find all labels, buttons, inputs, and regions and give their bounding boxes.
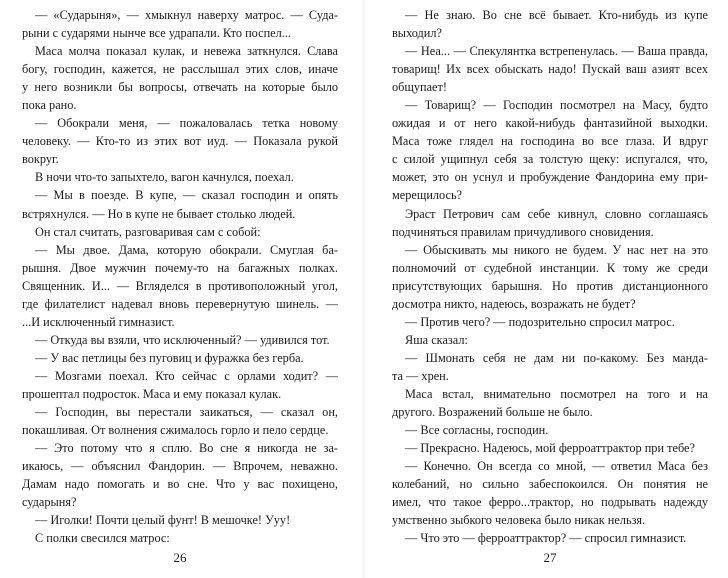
text-line: — Обыскивать мы никого не будем. У нас нет на это <box>405 242 708 257</box>
text-line: выходил? <box>392 26 442 41</box>
text-line: у него возникли бы вопросы, отвечать на которые было <box>22 80 338 95</box>
text-line: с силой ущипнул себя за толстую щеку: испугался, что, <box>392 152 708 167</box>
text-line: — Обокрали меня, — пожаловалась тетка новому <box>35 116 338 131</box>
text-line: С полки свесился матрос: <box>35 531 170 546</box>
text-line: — Что это — ферроаттрактор? — спросил гимназист. <box>405 531 687 546</box>
text-line: — «Сударыня», — хмыкнул наверху матрос. — Суда- <box>35 8 338 22</box>
text-line: — Конечно. Он всегда со мной, — ответил Маса без <box>405 459 708 474</box>
text-line: рыни с сударями нынче все удрапали. Кто поспел... <box>22 26 291 41</box>
text-line: — Шмонать себя не дам ни по-какому. Без манда- <box>405 350 708 365</box>
text-line: прошептал подросток. Маса и ему показал кулак. <box>22 386 282 401</box>
text-line: — Мы в поезде. В купе, — сказал господин и опять <box>35 188 338 203</box>
text-line: богу, господин, кажется, не расслышал этих слов, иначе <box>22 62 338 77</box>
text-line: мерещилось? <box>392 188 463 203</box>
text-line: досмотра никто, надеюсь, возражать не будет? <box>392 296 636 311</box>
text-line: Дамам надо помогать и во сне. Что у вас похищено, <box>22 477 338 492</box>
right-page <box>392 6 708 546</box>
text-line: — Неа... — Спекулянтка встрепенулась. — Ваша правда, <box>405 44 708 59</box>
text-line: общупает! <box>392 80 447 95</box>
text-line: икаюсь, — объяснил Фандорин. — Впрочем, неважно. <box>22 459 338 474</box>
text-line: — Прекрасно. Надеюсь, мой ферроаттрактор при тебе? <box>405 441 695 456</box>
text-line: — У вас петлицы без пуговиц и фуражка без герба. <box>35 350 304 365</box>
text-line: — Все согласны, господин. <box>405 423 549 438</box>
text-line: покашливая. От волнения сжималось горло и пело сердце. <box>22 423 329 438</box>
text-line: Эраст Петрович сам себе кивнул, словно соглашаясь <box>405 206 708 221</box>
text-line: сударыня? <box>22 495 77 510</box>
text-line: полномочий от судебной инстанции. К тому же среди <box>392 260 708 275</box>
text-line: Священник. И... — Вгляделся в противоположный угол, <box>22 278 338 293</box>
text-line: колебаний, но сильно забеспокоился. Он понятия не <box>392 477 708 492</box>
text-line: другого. Возражений больше не было. <box>392 405 593 420</box>
text-line: Маса молча показал кулак, и невежа заткнулся. Слава <box>35 44 338 59</box>
right-page-number: 27 <box>543 550 557 565</box>
text-line: — Иголки! Почти целый фунт! В мешочке! Ууу! <box>35 513 291 528</box>
text-line: Маса встал, внимательно посмотрел на того и на <box>405 386 708 401</box>
text-line: встряхнулся. — Но в купе не бывает столько людей. <box>22 206 296 221</box>
text-line: имел, что такое ферро...трактор, но подрывать надежду <box>392 495 708 510</box>
text-line: — Это потому что я сплю. Во сне я никогда не за- <box>35 441 338 456</box>
text-line: умственно зыбкого человека было никак нельзя. <box>392 513 646 528</box>
text-line: рышня. Двое мужчин почему-то на багажных полках. <box>22 260 338 275</box>
text-line: — Не знаю. Во сне всё бывает. Кто-нибудь из купе <box>405 8 708 22</box>
text-line: Он стал считать, разговаривая сам с собой: <box>35 224 261 239</box>
text-line: ожидая и от него какой-нибудь фантазийной выходки. <box>392 116 708 131</box>
text-line: товарищ! Их всех обыскать надо! Пускай ваш азият всех <box>392 62 708 77</box>
text-line: человеку. — Кто-то из этих вот иуд. — Показала рукой <box>22 134 338 149</box>
left-page <box>22 6 338 546</box>
page-gutter <box>363 0 365 578</box>
text-line: — Товарищ? — Господин посмотрел на Масу, будто <box>405 98 708 113</box>
text-line: — Господин, вы перестали заикаться, — сказал он, <box>35 405 338 420</box>
text-line: где филателист надевал вновь перевернутую шинель. — <box>22 296 338 311</box>
text-line: пока рано. <box>22 98 77 113</box>
text-line: присутствующих барышня. Но против дистанционного <box>392 278 708 293</box>
text-line: Яша сказал: <box>405 332 468 347</box>
text-line: вокруг. <box>22 152 59 167</box>
left-page-number: 26 <box>173 550 187 565</box>
text-line: — Мозгами поехал. Кто сейчас с орлами ходит? — <box>35 368 338 383</box>
text-line: ...И исключенный гимназист. <box>22 314 175 329</box>
text-line: В ночи что-то запыхтело, вагон качнулся, поехал. <box>35 170 294 185</box>
text-line: — Мы двое. Дама, которую обокрали. Смуглая ба- <box>35 242 338 257</box>
text-line: — Против чего? — подозрительно спросил матрос. <box>405 314 675 329</box>
text-line: — Откуда вы взяли, что исключенный? — удивился тот. <box>35 332 330 347</box>
text-line: Маса тоже глядел на господина во все глаза. И вдруг <box>392 134 708 149</box>
text-line: та — хрен. <box>392 368 449 383</box>
text-line: может, это он уснул и пробуждение Фандорина ему при- <box>392 170 708 185</box>
text-line: подчиняться правилам причудливого сновидения. <box>392 224 654 239</box>
